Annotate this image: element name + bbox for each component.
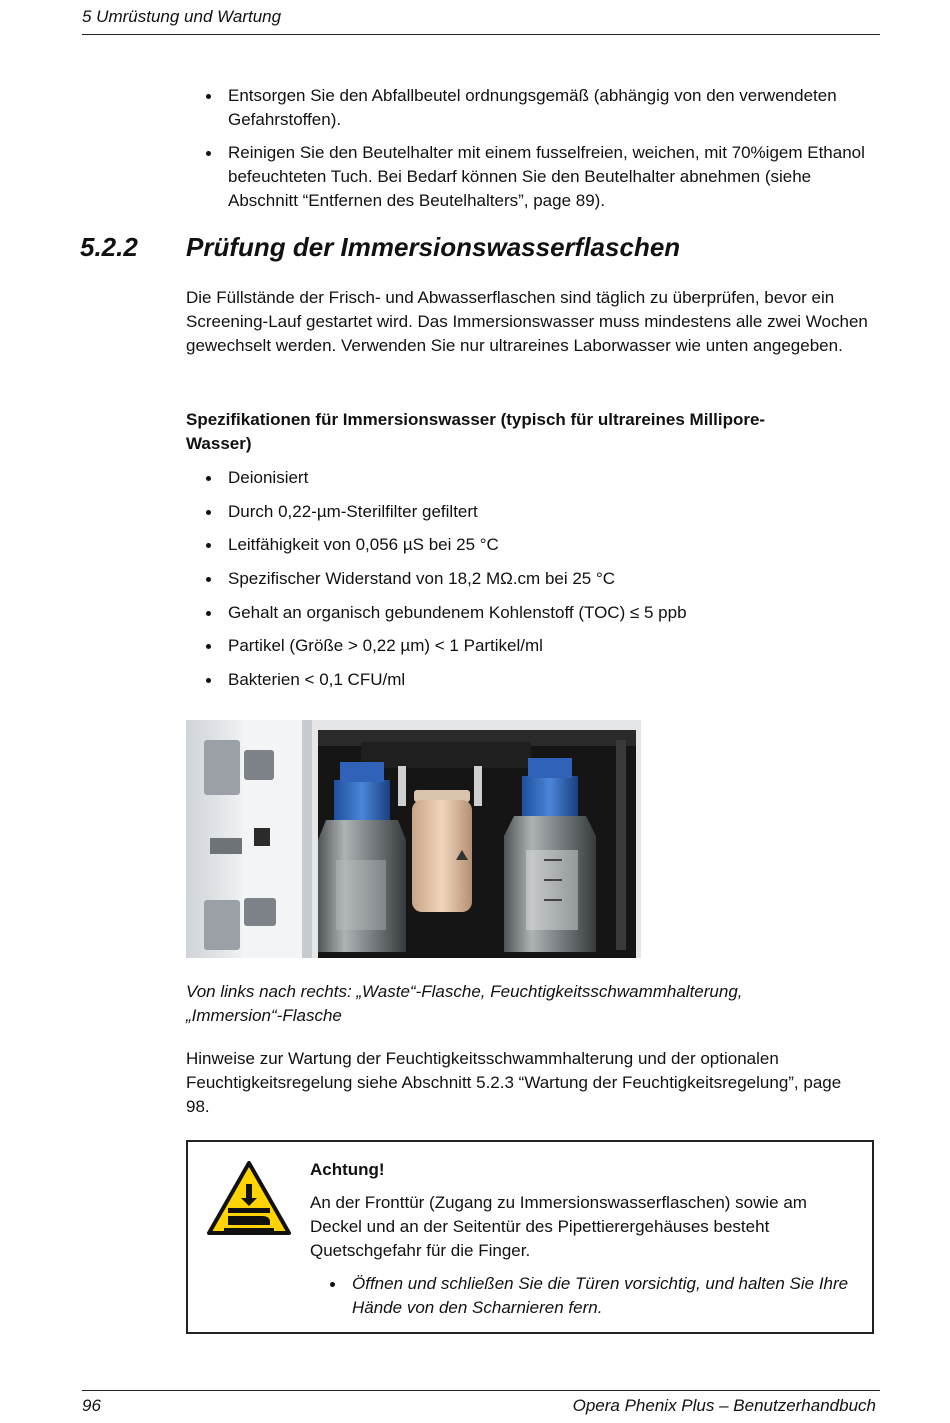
page-header — [82, 6, 880, 35]
list-item: Leitfähigkeit von 0,056 µS bei 25 °C — [186, 533, 876, 557]
list-item: Bakterien < 0,1 CFU/ml — [186, 668, 876, 692]
spec-title: Spezifikationen für Immersionswasser (typisch für ultrareines Millipore-Wasser) — [186, 410, 766, 453]
list-item: Partikel (Größe > 0,22 µm) < 1 Partikel/ml — [186, 634, 876, 658]
warning-list — [310, 1272, 850, 1320]
list-item: Spezifischer Widerstand von 18,2 MΩ.cm bei 25 °C — [186, 567, 876, 591]
section-title: Prüfung der Immersionswasserflaschen — [186, 232, 681, 262]
bottles-photo — [186, 720, 641, 958]
list-item: Gehalt an organisch gebundenem Kohlenstoff (TOC) ≤ 5 ppb — [186, 601, 876, 625]
page-number: 96 — [82, 1396, 101, 1415]
list-item: Deionisiert — [186, 466, 876, 490]
list-item: Durch 0,22-µm-Sterilfilter gefiltert — [186, 500, 876, 524]
spec-list — [186, 466, 876, 692]
section-number: 5.2.2 — [80, 232, 138, 262]
warning-text: An der Fronttür (Zugang zu Immersionswasserflaschen) sowie am Deckel und an der Seitentür des Pipettierergehäuses besteht Quetschgefahr für die Finger. — [310, 1193, 807, 1260]
warning-title: Achtung! — [310, 1160, 385, 1179]
warning-box — [186, 1140, 874, 1334]
bottles-illustration — [186, 720, 641, 958]
list-item: Öffnen und schließen Sie die Türen vorsichtig, und halten Sie Ihre Hände von den Scharnieren fern. — [310, 1272, 850, 1320]
list-item: Entsorgen Sie den Abfallbeutel ordnungsgemäß (abhängig von den verwendeten Gefahrstoffen). — [186, 84, 876, 132]
list-item: Reinigen Sie den Beutelhalter mit einem fusselfreien, weichen, mit 70%igem Ethanol befeuchteten Tuch. Bei Bedarf können Sie den Beutelhalter abnehmen (siehe Abschnitt “Entfernen des Beutelhalters”, page 89). — [186, 141, 876, 213]
intro-bullet-list — [186, 84, 876, 213]
page-footer — [82, 1390, 880, 1421]
section-intro: Die Füllstände der Frisch- und Abwasserflaschen sind täglich zu überprüfen, bevor ein Screening-Lauf gestartet wird. Das Immersionswasser muss mindestens alle zwei Wochen gewechselt werden. Verwenden Sie nur ultrareines Laborwasser wie unten angegeben. — [186, 288, 868, 355]
document-title: Opera Phenix Plus – Benutzerhandbuch — [572, 1396, 876, 1415]
chapter-title: 5 Umrüstung und Wartung — [82, 7, 282, 26]
figure-caption: Von links nach rechts: „Waste“-Flasche, Feuchtigkeitsschwammhalterung, „Immersion“-Flasche — [186, 982, 743, 1025]
crush-hazard-icon — [206, 1160, 292, 1236]
maintenance-note: Hinweise zur Wartung der Feuchtigkeitsschwammhalterung und der optionalen Feuchtigkeitsregelung siehe Abschnitt 5.2.3 “Wartung der Feuchtigkeitsregelung”, page 98. — [186, 1049, 842, 1116]
